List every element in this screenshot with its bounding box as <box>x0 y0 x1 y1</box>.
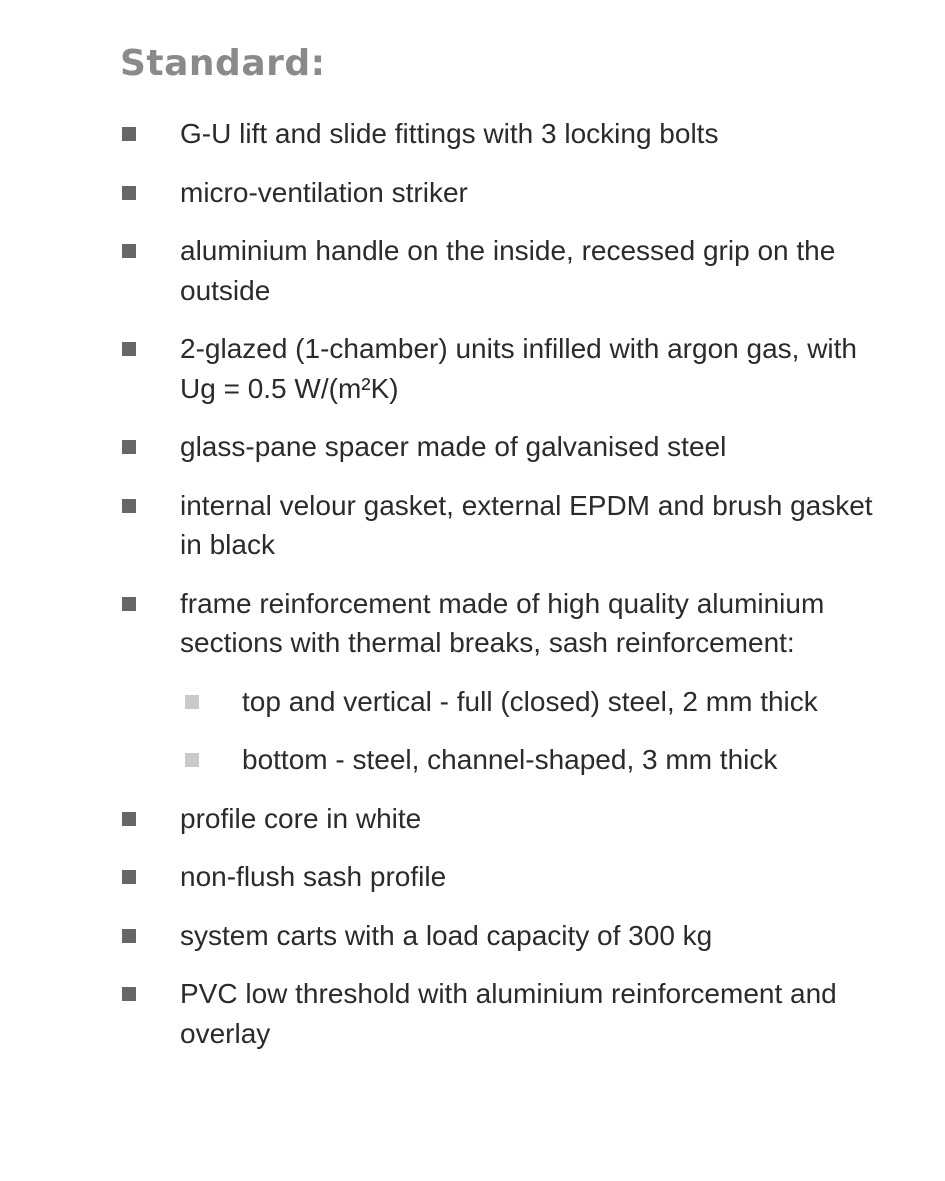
sub-list-item <box>0 682 945 722</box>
list-item-text: frame reinforcement made of high quality aluminium sections with thermal breaks, sash reinforcement: <box>180 587 825 658</box>
sub-list-item-text: top and vertical - full (closed) steel, 2 mm thick <box>242 685 818 717</box>
list-item <box>0 329 945 408</box>
square-bullet-icon <box>122 342 136 356</box>
square-bullet-icon <box>122 186 136 200</box>
square-bullet-icon <box>122 440 136 454</box>
square-bullet-icon <box>122 244 136 258</box>
list-item <box>0 916 945 956</box>
list-item <box>0 231 945 310</box>
list-item <box>0 974 945 1053</box>
list-item <box>0 427 945 467</box>
square-bullet-icon <box>122 870 136 884</box>
list-item <box>0 799 945 839</box>
list-item <box>0 486 945 565</box>
square-bullet-icon <box>122 987 136 1001</box>
list-item <box>0 857 945 897</box>
sub-list-item-text: bottom - steel, channel-shaped, 3 mm thick <box>242 744 778 775</box>
list-item-text: internal velour gasket, external EPDM and brush gasket in black <box>180 489 873 560</box>
list-item-text: PVC low threshold with aluminium reinforcement and overlay <box>180 978 837 1049</box>
square-bullet-icon <box>122 812 136 826</box>
list-item-text: micro-ventilation striker <box>180 176 468 208</box>
list-item <box>0 584 945 663</box>
square-bullet-icon <box>122 597 136 611</box>
list-item <box>0 173 945 213</box>
list-item-text: glass-pane spacer made of galvanised steel <box>180 431 727 462</box>
feature-list <box>0 114 945 1072</box>
list-item-text: aluminium handle on the inside, recessed grip on the outside <box>180 235 836 306</box>
square-bullet-light-icon <box>185 695 199 709</box>
sub-list-item <box>0 740 945 780</box>
square-bullet-icon <box>122 929 136 943</box>
square-bullet-light-icon <box>185 753 199 767</box>
list-item <box>0 114 945 154</box>
list-item-text: profile core in white <box>180 802 422 834</box>
section-heading: Standard: <box>120 43 326 84</box>
list-item-text: non-flush sash profile <box>180 861 447 892</box>
square-bullet-icon <box>122 499 136 513</box>
square-bullet-icon <box>122 127 136 141</box>
list-item-text: 2-glazed (1-chamber) units infilled with argon gas, with Ug = 0.5 W/(m²K) <box>180 333 857 404</box>
list-item-text: G-U lift and slide fittings with 3 locking bolts <box>180 118 719 149</box>
list-item-text: system carts with a load capacity of 300 kg <box>180 919 713 951</box>
